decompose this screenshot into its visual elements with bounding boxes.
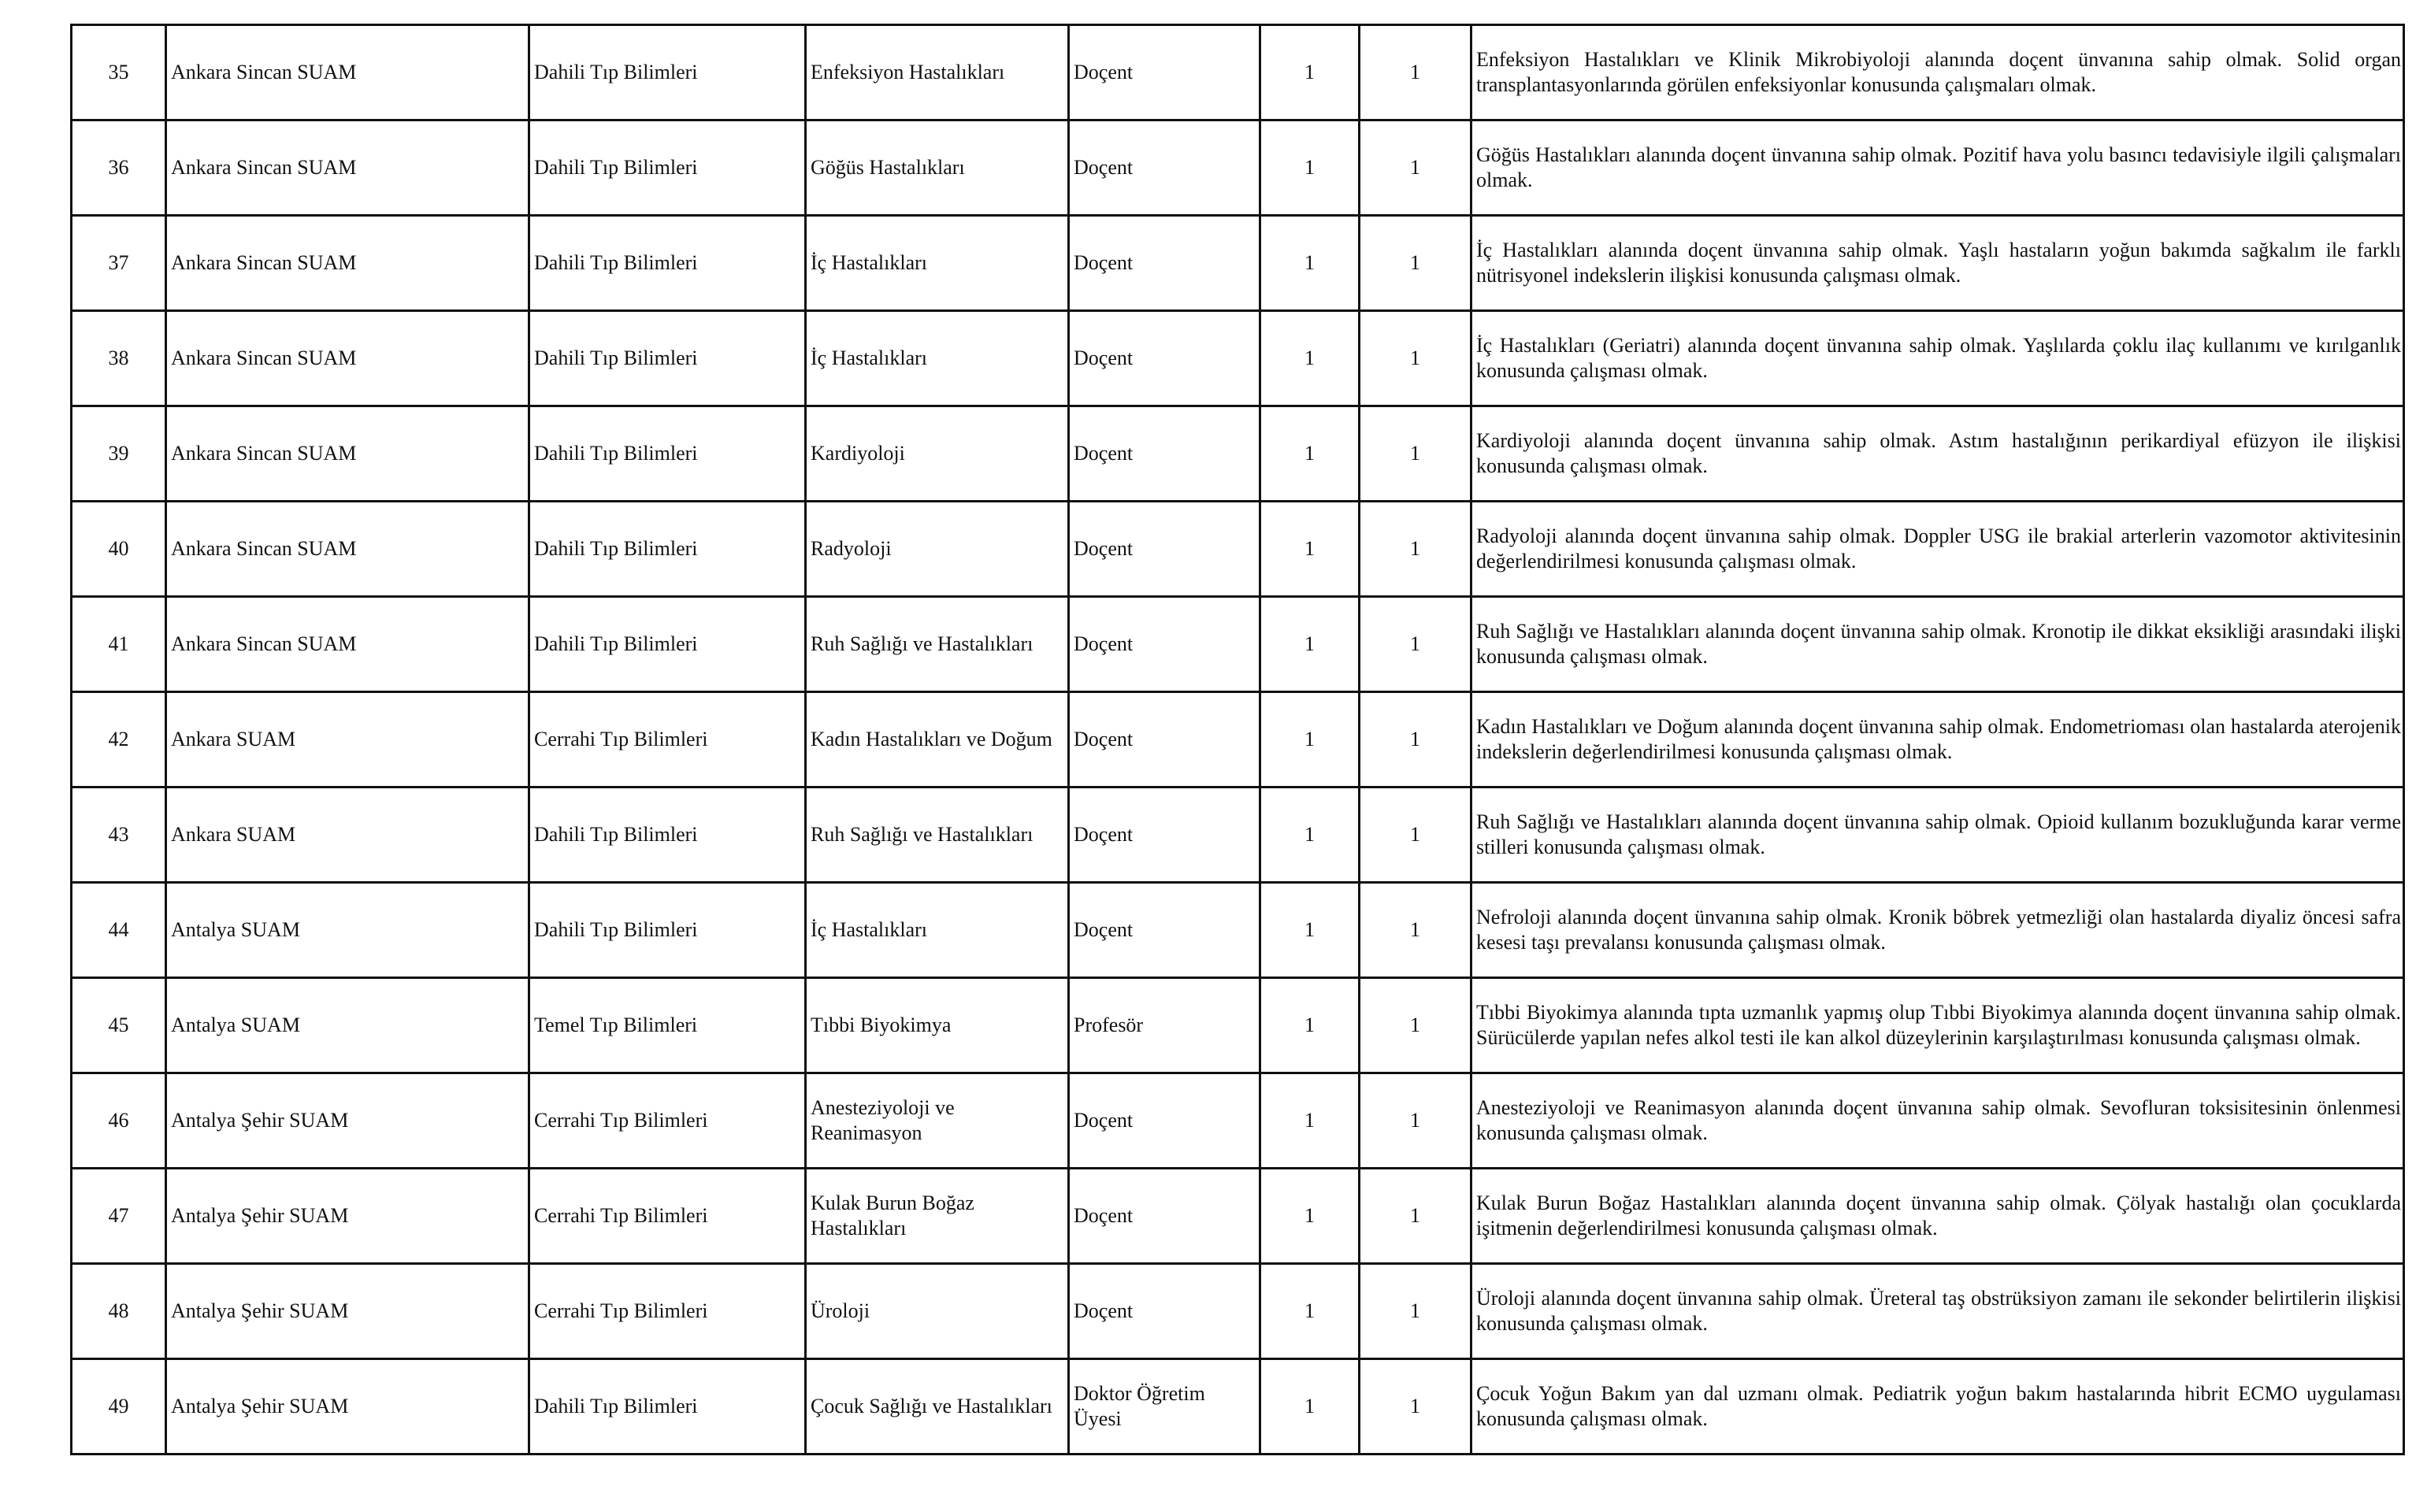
location-cell: Ankara Sincan SUAM	[166, 311, 529, 406]
row-number: 43	[72, 788, 166, 883]
academic-title-cell: Doçent	[1069, 120, 1260, 216]
count-b-cell: 1	[1360, 406, 1471, 502]
count-a-cell: 1	[1260, 1359, 1360, 1455]
row-number: 47	[72, 1169, 166, 1264]
academic-title-cell: Doçent	[1069, 788, 1260, 883]
requirement-cell: Üroloji alanında doçent ünvanına sahip olmak. Üreteral taş obstrüksiyon zamanı ile sekonder belirtilerin ilişkisi konusunda çalışması olmak.	[1471, 1264, 2404, 1359]
specialty-cell: Ruh Sağlığı ve Hastalıkları	[806, 597, 1069, 692]
row-number: 48	[72, 1264, 166, 1359]
location-cell: Ankara Sincan SUAM	[166, 406, 529, 502]
location-cell: Antalya SUAM	[166, 978, 529, 1073]
specialty-cell: Çocuk Sağlığı ve Hastalıkları	[806, 1359, 1069, 1455]
location-cell: Antalya Şehir SUAM	[166, 1264, 529, 1359]
specialty-cell: Kadın Hastalıkları ve Doğum	[806, 692, 1069, 788]
table-row	[72, 1264, 2404, 1359]
academic-title-cell: Doçent	[1069, 883, 1260, 978]
specialty-cell: Kardiyoloji	[806, 406, 1069, 502]
specialty-cell: İç Hastalıkları	[806, 883, 1069, 978]
department-cell: Dahili Tıp Bilimleri	[529, 25, 806, 120]
requirement-cell: İç Hastalıkları (Geriatri) alanında doçent ünvanına sahip olmak. Yaşlılarda çoklu ilaç kullanımı ve kırılganlık konusunda çalışması olmak.	[1471, 311, 2404, 406]
location-cell: Ankara SUAM	[166, 692, 529, 788]
requirement-cell: Çocuk Yoğun Bakım yan dal uzmanı olmak. Pediatrik yoğun bakım hastalarında hibrit ECMO uygulaması konusunda çalışması olmak.	[1471, 1359, 2404, 1455]
requirement-cell: Kulak Burun Boğaz Hastalıkları alanında doçent ünvanına sahip olmak. Çölyak hastalığı olan çocuklarda işitmenin değerlendirilmesi konusunda çalışması olmak.	[1471, 1169, 2404, 1264]
academic-title-cell: Profesör	[1069, 978, 1260, 1073]
count-b-cell: 1	[1360, 311, 1471, 406]
table-row	[72, 216, 2404, 311]
count-a-cell: 1	[1260, 883, 1360, 978]
requirement-cell: Kardiyoloji alanında doçent ünvanına sahip olmak. Astım hastalığının perikardiyal efüzyon ile ilişkisi konusunda çalışması olmak.	[1471, 406, 2404, 502]
location-cell: Ankara SUAM	[166, 788, 529, 883]
count-b-cell: 1	[1360, 1073, 1471, 1169]
table-row	[72, 788, 2404, 883]
row-number: 37	[72, 216, 166, 311]
count-b-cell: 1	[1360, 788, 1471, 883]
department-cell: Dahili Tıp Bilimleri	[529, 788, 806, 883]
count-a-cell: 1	[1260, 120, 1360, 216]
location-cell: Antalya SUAM	[166, 883, 529, 978]
requirement-cell: Kadın Hastalıkları ve Doğum alanında doçent ünvanına sahip olmak. Endometrioması olan hastalarda aterojenik indekslerin değerlendirilmesi konusunda çalışması olmak.	[1471, 692, 2404, 788]
table-row	[72, 502, 2404, 597]
count-a-cell: 1	[1260, 406, 1360, 502]
department-cell: Cerrahi Tıp Bilimleri	[529, 1073, 806, 1169]
table-row	[72, 692, 2404, 788]
requirement-cell: Radyoloji alanında doçent ünvanına sahip olmak. Doppler USG ile brakial arterlerin vazomotor aktivitesinin değerlendirilmesi konusunda çalışması olmak.	[1471, 502, 2404, 597]
count-b-cell: 1	[1360, 216, 1471, 311]
location-cell: Antalya Şehir SUAM	[166, 1169, 529, 1264]
table-row	[72, 1073, 2404, 1169]
row-number: 40	[72, 502, 166, 597]
department-cell: Cerrahi Tıp Bilimleri	[529, 1264, 806, 1359]
count-a-cell: 1	[1260, 25, 1360, 120]
academic-title-cell: Doçent	[1069, 311, 1260, 406]
academic-title-cell: Doçent	[1069, 1264, 1260, 1359]
location-cell: Ankara Sincan SUAM	[166, 216, 529, 311]
row-number: 36	[72, 120, 166, 216]
count-b-cell: 1	[1360, 1359, 1471, 1455]
row-number: 45	[72, 978, 166, 1073]
requirement-cell: Enfeksiyon Hastalıkları ve Klinik Mikrobiyoloji alanında doçent ünvanına sahip olmak. Solid organ transplantasyonlarında görülen enfeksiyonlar konusunda çalışmaları olmak.	[1471, 25, 2404, 120]
table-row	[72, 25, 2404, 120]
count-a-cell: 1	[1260, 1073, 1360, 1169]
count-a-cell: 1	[1260, 1169, 1360, 1264]
academic-title-cell: Doçent	[1069, 216, 1260, 311]
table-row	[72, 883, 2404, 978]
table-row	[72, 120, 2404, 216]
department-cell: Temel Tıp Bilimleri	[529, 978, 806, 1073]
count-a-cell: 1	[1260, 692, 1360, 788]
count-a-cell: 1	[1260, 311, 1360, 406]
table-row	[72, 406, 2404, 502]
requirement-cell: Tıbbi Biyokimya alanında tıpta uzmanlık yapmış olup Tıbbi Biyokimya alanında doçent ünvanına sahip olmak. Sürücülerde yapılan nefes alkol testi ile kan alkol düzeylerinin karşılaştırılması konusunda çalışması olmak.	[1471, 978, 2404, 1073]
requirement-cell: İç Hastalıkları alanında doçent ünvanına sahip olmak. Yaşlı hastaların yoğun bakımda sağkalım ile farklı nütrisyonel indekslerin ilişkisi konusunda çalışması olmak.	[1471, 216, 2404, 311]
table-row	[72, 978, 2404, 1073]
requirement-cell: Nefroloji alanında doçent ünvanına sahip olmak. Kronik böbrek yetmezliği olan hastalarda diyaliz öncesi safra kesesi taşı prevalansı konusunda çalışması olmak.	[1471, 883, 2404, 978]
specialty-cell: Göğüs Hastalıkları	[806, 120, 1069, 216]
location-cell: Ankara Sincan SUAM	[166, 502, 529, 597]
table-row	[72, 311, 2404, 406]
row-number: 38	[72, 311, 166, 406]
location-cell: Ankara Sincan SUAM	[166, 25, 529, 120]
specialty-cell: İç Hastalıkları	[806, 311, 1069, 406]
table-body	[72, 25, 2404, 1455]
count-b-cell: 1	[1360, 978, 1471, 1073]
department-cell: Dahili Tıp Bilimleri	[529, 120, 806, 216]
count-b-cell: 1	[1360, 1264, 1471, 1359]
row-number: 46	[72, 1073, 166, 1169]
department-cell: Dahili Tıp Bilimleri	[529, 406, 806, 502]
count-b-cell: 1	[1360, 692, 1471, 788]
count-a-cell: 1	[1260, 788, 1360, 883]
location-cell: Antalya Şehir SUAM	[166, 1359, 529, 1455]
academic-title-cell: Doçent	[1069, 502, 1260, 597]
specialty-cell: Kulak Burun Boğaz Hastalıkları	[806, 1169, 1069, 1264]
count-a-cell: 1	[1260, 978, 1360, 1073]
specialty-cell: Enfeksiyon Hastalıkları	[806, 25, 1069, 120]
table-row	[72, 1359, 2404, 1455]
positions-table	[70, 24, 2405, 1455]
requirement-cell: Göğüs Hastalıkları alanında doçent ünvanına sahip olmak. Pozitif hava yolu basıncı tedavisiyle ilgili çalışmaları olmak.	[1471, 120, 2404, 216]
count-a-cell: 1	[1260, 597, 1360, 692]
count-b-cell: 1	[1360, 883, 1471, 978]
specialty-cell: Ruh Sağlığı ve Hastalıkları	[806, 788, 1069, 883]
table-row	[72, 1169, 2404, 1264]
row-number: 35	[72, 25, 166, 120]
requirement-cell: Anesteziyoloji ve Reanimasyon alanında doçent ünvanına sahip olmak. Sevofluran toksisitesinin önlenmesi konusunda çalışması olmak.	[1471, 1073, 2404, 1169]
specialty-cell: Anesteziyoloji ve Reanimasyon	[806, 1073, 1069, 1169]
count-a-cell: 1	[1260, 216, 1360, 311]
row-number: 41	[72, 597, 166, 692]
count-a-cell: 1	[1260, 1264, 1360, 1359]
academic-title-cell: Doktor Öğretim Üyesi	[1069, 1359, 1260, 1455]
requirement-cell: Ruh Sağlığı ve Hastalıkları alanında doçent ünvanına sahip olmak. Opioid kullanım bozukluğunda karar verme stilleri konusunda çalışması olmak.	[1471, 788, 2404, 883]
specialty-cell: İç Hastalıkları	[806, 216, 1069, 311]
department-cell: Dahili Tıp Bilimleri	[529, 502, 806, 597]
count-b-cell: 1	[1360, 25, 1471, 120]
specialty-cell: Üroloji	[806, 1264, 1069, 1359]
department-cell: Dahili Tıp Bilimleri	[529, 597, 806, 692]
department-cell: Cerrahi Tıp Bilimleri	[529, 1169, 806, 1264]
count-b-cell: 1	[1360, 1169, 1471, 1264]
academic-title-cell: Doçent	[1069, 1169, 1260, 1264]
department-cell: Dahili Tıp Bilimleri	[529, 311, 806, 406]
table-row	[72, 597, 2404, 692]
academic-title-cell: Doçent	[1069, 1073, 1260, 1169]
department-cell: Dahili Tıp Bilimleri	[529, 1359, 806, 1455]
count-b-cell: 1	[1360, 120, 1471, 216]
department-cell: Dahili Tıp Bilimleri	[529, 883, 806, 978]
location-cell: Antalya Şehir SUAM	[166, 1073, 529, 1169]
requirement-cell: Ruh Sağlığı ve Hastalıkları alanında doçent ünvanına sahip olmak. Kronotip ile dikkat eksikliği arasındaki ilişki konusunda çalışması olmak.	[1471, 597, 2404, 692]
row-number: 44	[72, 883, 166, 978]
count-b-cell: 1	[1360, 597, 1471, 692]
count-a-cell: 1	[1260, 502, 1360, 597]
specialty-cell: Tıbbi Biyokimya	[806, 978, 1069, 1073]
count-b-cell: 1	[1360, 502, 1471, 597]
academic-title-cell: Doçent	[1069, 692, 1260, 788]
location-cell: Ankara Sincan SUAM	[166, 597, 529, 692]
academic-title-cell: Doçent	[1069, 25, 1260, 120]
specialty-cell: Radyoloji	[806, 502, 1069, 597]
department-cell: Dahili Tıp Bilimleri	[529, 216, 806, 311]
row-number: 42	[72, 692, 166, 788]
row-number: 49	[72, 1359, 166, 1455]
academic-title-cell: Doçent	[1069, 406, 1260, 502]
department-cell: Cerrahi Tıp Bilimleri	[529, 692, 806, 788]
location-cell: Ankara Sincan SUAM	[166, 120, 529, 216]
row-number: 39	[72, 406, 166, 502]
academic-title-cell: Doçent	[1069, 597, 1260, 692]
